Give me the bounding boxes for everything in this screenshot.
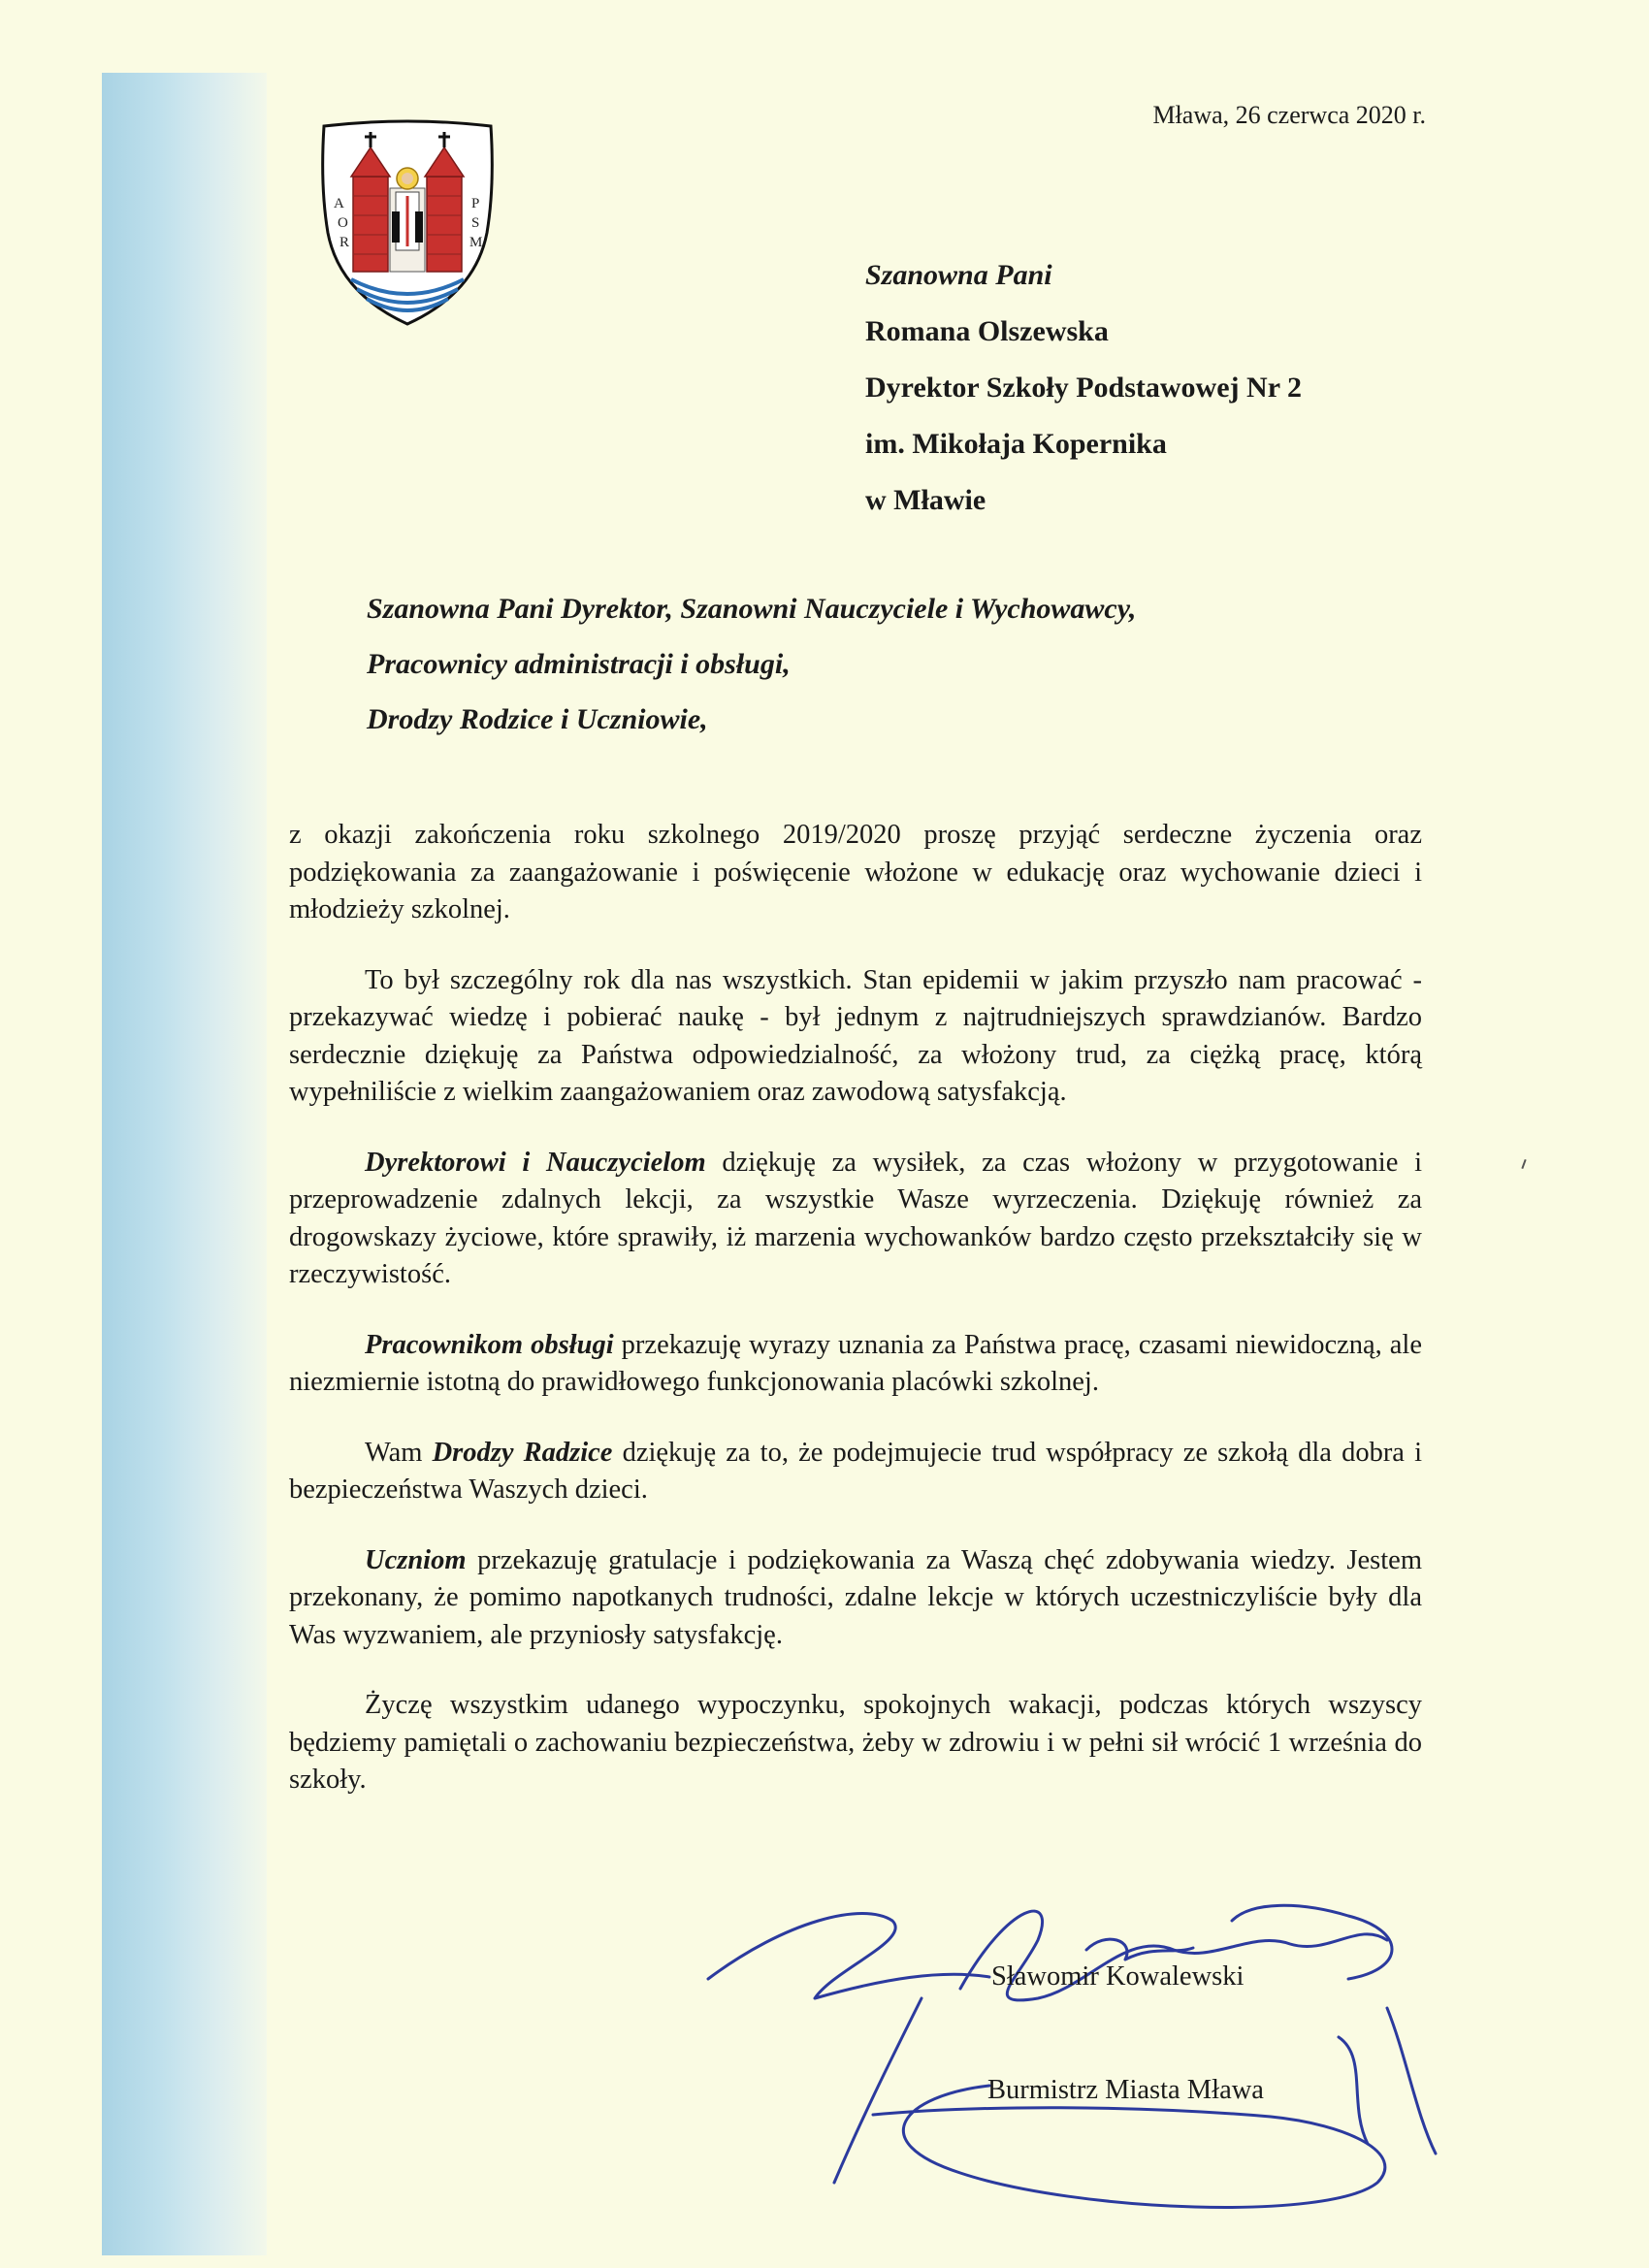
svg-text:R: R [340, 235, 350, 250]
handwritten-signature-icon [669, 1863, 1445, 2231]
recipient-salutation: Szanowna Pani [865, 259, 1052, 291]
svg-text:A: A [334, 196, 344, 211]
decorative-side-band [102, 73, 267, 2255]
paragraph-3-text: dziękuję za wysiłek, za czas włożony w przygotowanie i przeprowadzenie zdalnych lekcji, za wszystkie Wasze wyrzeczenia. Dziękuję również za drogowskazy życiowe, które sprawiły, iż marzenia wychowanków bardzo często przekształciły się w rzeczywistość. [289, 1147, 1422, 1289]
signer-name: Sławomir Kowalewski [991, 1961, 1245, 1992]
scan-speck [1521, 1159, 1526, 1169]
svg-text:P: P [471, 196, 480, 211]
paragraph-4-text: przekazuję wyrazy uznania za Państwa pracę, czasami niewidoczną, ale niezmiernie istotną do prawidłowego funkcjonowania placówki szkolnej. [289, 1329, 1423, 1397]
paragraph-6-emphasis: Uczniom [365, 1544, 467, 1575]
recipient-school: im. Mikołaja Kopernika [865, 428, 1167, 460]
recipient-position: Dyrektor Szkoły Podstawowej Nr 2 [865, 372, 1302, 404]
svg-text:S: S [471, 215, 480, 231]
recipient-block [865, 256, 1302, 537]
greeting-block [367, 590, 1136, 756]
paragraph-5-emphasis: Drodzy Radzice [432, 1437, 613, 1468]
coat-of-arms-icon [312, 118, 502, 328]
signer-role: Burmistrz Miasta Mława [987, 2075, 1264, 2105]
svg-text:O: O [338, 215, 348, 231]
paragraph-7: Życzę wszystkim udanego wypoczynku, spokojnych wakacji, podczas których wszyscy będziemy pamiętali o zachowaniu bezpieczeństwa, żeby w zdrowiu i w pełni sił wrócić 1 września do szkoły. [289, 1690, 1422, 1795]
greeting-line-2: Pracownicy administracji i obsługi, [367, 648, 791, 680]
paragraph-5-text: dziękuję za to, że podejmujecie trud współpracy ze szkołą dla dobra i bezpieczeństwa Waszych dzieci. [289, 1437, 1423, 1505]
letter-date: Mława, 26 czerwca 2020 r. [1152, 101, 1426, 129]
paragraph-4-emphasis: Pracownikom obsługi [365, 1329, 614, 1360]
paragraph-1: z okazji zakończenia roku szkolnego 2019/2020 proszę przyjąć serdeczne życzenia oraz podziękowania za zaangażowanie i poświęcenie włożone w edukację oraz wychowanie dzieci i młodzieży szkolnej. [289, 820, 1422, 924]
paragraph-3-emphasis: Dyrektorowi i Nauczycielom [365, 1147, 706, 1178]
letter-body [289, 817, 1422, 1832]
paragraph-5 [289, 1435, 1422, 1509]
greeting-line-1: Szanowna Pani Dyrektor, Szanowni Nauczyciele i Wychowawcy, [367, 593, 1137, 625]
paragraph-6-text: przekazuję gratulacje i podziękowania za Waszą chęć zdobywania wiedzy. Jestem przekonany, że pomimo napotkanych trudności, zdalne lekcje w których uczestniczyliście były dla Was wyzwaniem, ale przyniosły satysfakcję. [289, 1544, 1422, 1650]
paragraph-3 [289, 1145, 1422, 1294]
recipient-city: w Mławie [865, 484, 986, 516]
svg-text:M: M [469, 235, 483, 250]
greeting-line-3: Drodzy Rodzice i Uczniowie, [367, 703, 708, 735]
paragraph-4 [289, 1327, 1422, 1402]
paragraph-5-lead: Wam [365, 1437, 433, 1468]
recipient-name: Romana Olszewska [865, 315, 1109, 347]
paragraph-6 [289, 1542, 1422, 1655]
paragraph-2: To był szczególny rok dla nas wszystkich. Stan epidemii w jakim przyszło nam pracować - przekazywać wiedzę i pobierać naukę - był jednym z najtrudniejszych sprawdzianów. Bardzo serdecznie dziękuję za Państwa odpowiedzialność, za włożony trud, za ciężką pracę, którą wypełniliście z wielkim zaangażowaniem oraz zawodową satysfakcją. [289, 964, 1422, 1107]
